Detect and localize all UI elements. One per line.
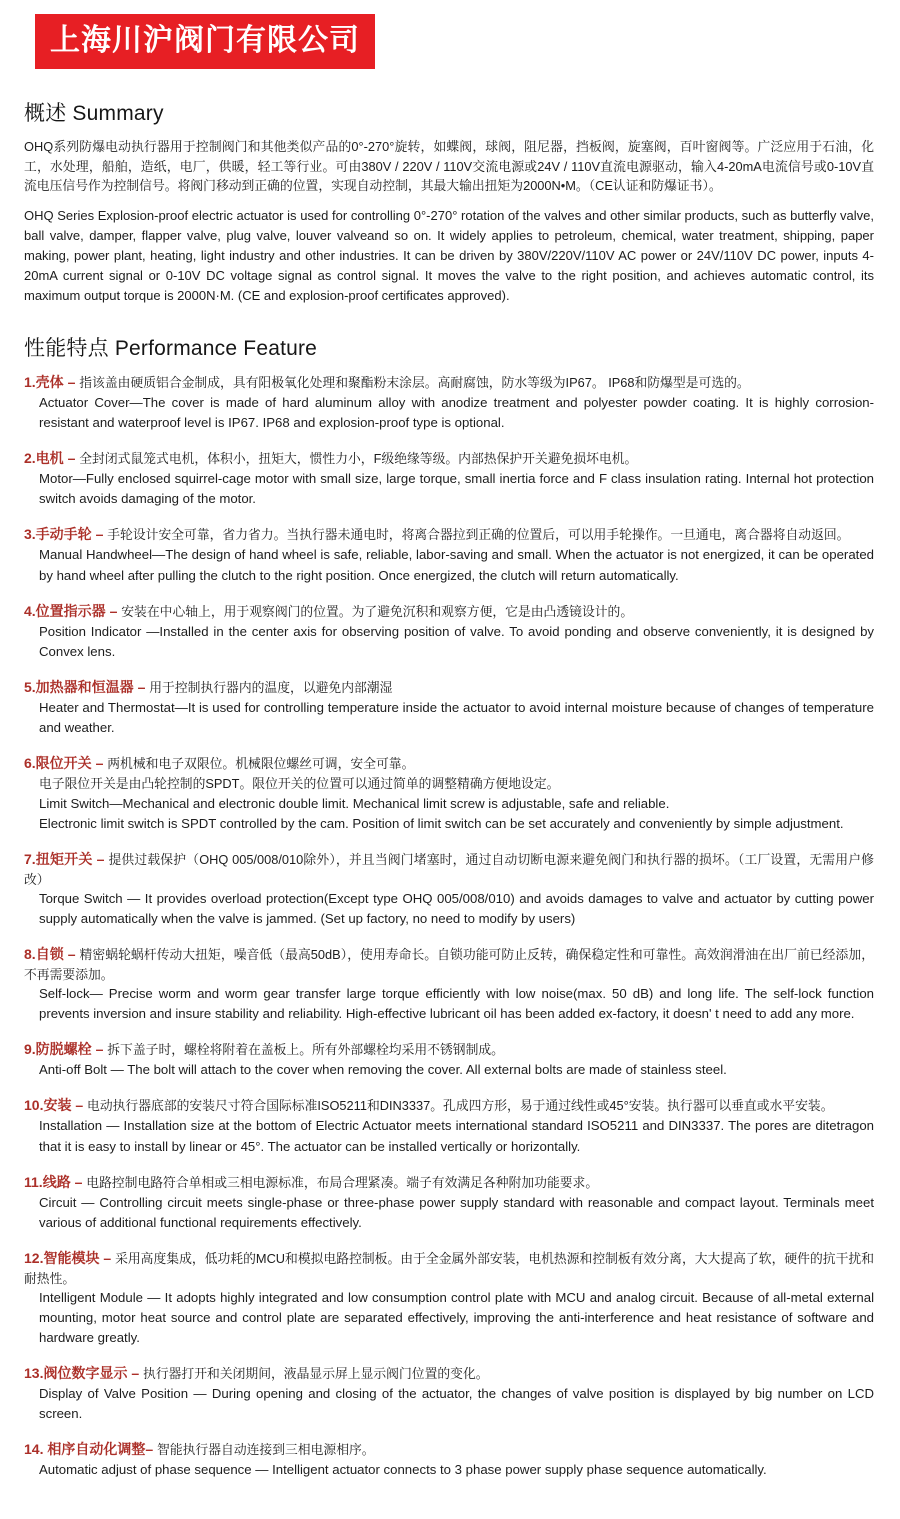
feature-desc-cn: 精密蜗轮蜗杆传动大扭矩，噪音低（最高50dB），使用寿命长。自锁功能可防止反转，确保稳定性和可靠性。高效润滑油在出厂前已经添加，不再需要添加。 — [24, 947, 874, 983]
feature-heading-line — [24, 1363, 874, 1384]
feature-item — [24, 1248, 874, 1348]
feature-title: 5.加热器和恒温器 – — [24, 678, 150, 695]
feature-heading-line — [24, 849, 874, 889]
feature-title: 14. 相序自动化调整– — [24, 1441, 158, 1458]
feature-title: 2.电机 – — [24, 450, 80, 467]
feature-item — [24, 448, 874, 509]
feature-desc-cn: 两机械和电子双限位。机械限位螺丝可调，安全可靠。 — [107, 755, 415, 771]
feature-heading-line — [24, 1172, 874, 1193]
feature-desc-en: Limit Switch—Mechanical and electronic double limit. Mechanical limit screw is adjustable, safe and reliable. — [39, 795, 670, 811]
features-heading: 性能特点 Performance Feature — [24, 337, 318, 361]
feature-desc-cn: 指该盖由硬质铝合金制成，具有阳极氧化处理和聚酯粉末涂层。高耐腐蚀，防水等级为IP67。 IP68和防爆型是可选的。 — [79, 375, 750, 391]
feature-desc-en: Manual Handwheel—The design of hand wheel is safe, reliable, labor-saving and small. When the actuator is not energized, it can be operated by hand wheel after pulling the clutch to the right position. Once energized, the clutch will return automatically. — [39, 547, 874, 583]
feature-desc-cn: 电路控制电路符合单相或三相电源标准，布局合理紧凑。端子有效满足各种附加功能要求。 — [86, 1174, 599, 1190]
feature-item — [24, 1172, 874, 1233]
feature-heading-line — [24, 753, 874, 774]
feature-heading-line — [24, 601, 874, 622]
feature-desc-en: Circuit — Controlling circuit meets single-phase or three-phase power supply standard with reasonable and compact layout. Terminals meet various of additional functional requirements effectively. — [39, 1194, 874, 1230]
feature-list — [24, 372, 874, 1480]
feature-item — [24, 753, 874, 834]
summary-paragraph-en: OHQ Series Explosion-proof electric actuator is used for controlling 0°-270° rotation of the valves and other similar products, such as butterfly valve, ball valve, damper, flapper valve, plug valve, louver valveand so on. It widely applies to petroleum, chemical, water treatment, shipping, paper making, power plant, heating, light industry and other industries. It can be driven by 380V/220V/110V AC power or 24V/110V DC power, inputs 4-20mA current signal or 0-10V DC voltage signal as control signal. It moves the valve to the right position, and achieves automatic control, its maximum output torque is 2000N·M. (CE and explosion-proof certificates approved). — [24, 208, 874, 304]
feature-desc-en-extra: Electronic limit switch is SPDT controlled by the cam. Position of limit switch can be set accurately and conveniently by simple adjustment. — [39, 815, 844, 831]
feature-item — [24, 1095, 874, 1156]
feature-desc-cn: 手轮设计安全可靠，省力省力。当执行器未通电时，将离合器拉到正确的位置后，可以用手轮操作。一旦通电，离合器将自动返回。 — [107, 527, 850, 543]
feature-desc-cn: 用于控制执行器内的温度，以避免内部潮湿 — [149, 679, 393, 695]
feature-title: 7.扭矩开关 – — [24, 850, 109, 867]
feature-desc-cn-extra: 电子限位开关是由凸轮控制的SPDT。限位开关的位置可以通过简单的调整精确方便地设定。 — [39, 775, 560, 791]
feature-heading-line — [24, 677, 874, 698]
feature-heading-line — [24, 524, 874, 545]
feature-item — [24, 372, 874, 433]
feature-title: 8.自锁 – — [24, 946, 80, 963]
feature-desc-cn: 执行器打开和关闭期间，液晶显示屏上显示阀门位置的变化。 — [143, 1366, 489, 1382]
feature-desc-en: Torque Switch — It provides overload protection(Except type OHQ 005/008/010) and avoids damages to valve and actuator by cutting power supply automatically when the valve is jammed. (Set up factory, no need to modify by users) — [39, 890, 874, 927]
feature-desc-cn: 智能执行器自动连接到三相电源相序。 — [157, 1442, 375, 1458]
feature-desc-en: Heater and Thermostat—It is used for controlling temperature inside the actuator to avoid internal moisture because of changes of temperature and weather. — [39, 699, 874, 735]
feature-desc-cn: 安装在中心轴上，用于观察阀门的位置。为了避免沉积和观察方便，它是由凸透镜设计的。 — [121, 603, 634, 619]
feature-heading-line — [24, 448, 874, 469]
summary-heading: 概述 Summary — [24, 102, 164, 125]
feature-desc-en: Display of Valve Position — During opening and closing of the actuator, the changes of valve position is displayed by big number on LCD screen. — [39, 1386, 874, 1422]
feature-item — [24, 1039, 874, 1080]
feature-desc-en: Position Indicator —Installed in the center axis for observing position of valve. To avoid ponding and observe conveniently, it is designed by Convex lens. — [39, 623, 874, 659]
feature-item — [24, 944, 874, 1024]
feature-item — [24, 1363, 874, 1424]
feature-desc-en: Self-lock— Precise worm and worm gear transfer large torque efficiently with low noise(max. 50 dB) and long life. The self-lock function prevents inversion and insure stability and reliability. High-effective lubricant oil has been added ex-factory, it doesn' t need to add any more. — [39, 986, 874, 1022]
feature-item — [24, 601, 874, 662]
feature-title: 10.安装 – — [24, 1097, 88, 1114]
feature-heading-line — [24, 372, 874, 393]
feature-title: 4.位置指示器 – — [24, 602, 122, 619]
feature-desc-en: Anti-off Bolt — The bolt will attach to the cover when removing the cover. All external bolts are made of stainless steel. — [39, 1062, 727, 1078]
feature-item — [24, 677, 874, 738]
feature-heading-line — [24, 944, 874, 984]
feature-desc-en: Motor—Fully enclosed squirrel-cage motor with small size, large torque, small inertia force and F class insulation rating. Internal hot protection switch avoids damaging of the motor. — [39, 471, 874, 507]
feature-desc-cn: 采用高度集成，低功耗的MCU和模拟电路控制板。由于全金属外部安装，电机热源和控制板有效分离，大大提高了软，硬件的抗干扰和耐热性。 — [24, 1250, 874, 1286]
feature-heading-line — [24, 1095, 874, 1116]
feature-desc-cn: 电动执行器底部的安装尺寸符合国际标准ISO5211和DIN3337。孔成四方形，易于通过线性或45°安装。执行器可以垂直或水平安装。 — [87, 1098, 834, 1114]
feature-desc-cn: 拆下盖子时，螺栓将附着在盖板上。所有外部螺栓均采用不锈钢制成。 — [107, 1042, 504, 1058]
feature-title: 6.限位开关 – — [24, 754, 108, 771]
feature-heading-line — [24, 1248, 874, 1288]
feature-title: 11.线路 – — [24, 1173, 87, 1190]
summary-paragraph-cn: OHQ系列防爆电动执行器用于控制阀门和其他类似产品的0°-270°旋转，如蝶阀，球阀，阻尼器，挡板阀，旋塞阀，百叶窗阀等。广泛应用于石油，化工，水处理，船舶，造纸，电厂，供暖，轻工等行业。可由380V / 220V / 110V交流电源或24V / 110V直流电源驱动，输入4-20mA电流信号或0-10V直流电压信号作为控制信号。将阀门移动到正确的位置，实现自动控制，其最大输出扭矩为2000N•M。（CE认证和防爆证书）。 — [24, 139, 874, 194]
feature-item — [24, 1439, 874, 1480]
feature-heading-line — [24, 1039, 874, 1060]
feature-item — [24, 849, 874, 929]
feature-desc-cn: 提供过载保护（OHQ 005/008/010除外），并且当阀门堵塞时，通过自动切断电源来避免阀门和执行器的损坏。（工厂设置，无需用户修改） — [24, 851, 874, 887]
feature-desc-en: Intelligent Module — It adopts highly integrated and low consumption control plate with MCU and analog circuit. Because of all-metal external mounting, motor heat source and control plate are separated effectively, improving the anti-interference and heat resistance of software and hardware greatly. — [39, 1289, 874, 1346]
feature-desc-cn: 全封闭式鼠笼式电机，体积小，扭矩大，惯性力小，F级绝缘等级。内部热保护开关避免损坏电机。 — [79, 451, 638, 467]
company-logo: 上海川沪阀门有限公司 — [35, 14, 375, 69]
feature-desc-en: Installation — Installation size at the bottom of Electric Actuator meets international standard ISO5211 and DIN3337. The pores are ditetragon that it is easy to install by linear or 45°. The actuator can be installed vertically or horizontally. — [39, 1118, 874, 1154]
feature-title: 12.智能模块 – — [24, 1249, 116, 1266]
feature-title: 3.手动手轮 – — [24, 526, 108, 543]
feature-item — [24, 524, 874, 585]
feature-title: 13.阀位数字显示 – — [24, 1365, 144, 1382]
feature-title: 9.防脱螺栓 – — [24, 1041, 108, 1058]
feature-desc-en: Actuator Cover—The cover is made of hard aluminum alloy with anodize treatment and polyester powder coating. It is highly corrosion-resistant and waterproof level is IP67. IP68 and explosion-proof type is optional. — [39, 395, 874, 431]
feature-title: 1.壳体 – — [24, 374, 80, 391]
feature-heading-line — [24, 1439, 874, 1460]
feature-desc-en: Automatic adjust of phase sequence — Intelligent actuator connects to 3 phase power supply phase sequence automatically. — [39, 1462, 767, 1478]
